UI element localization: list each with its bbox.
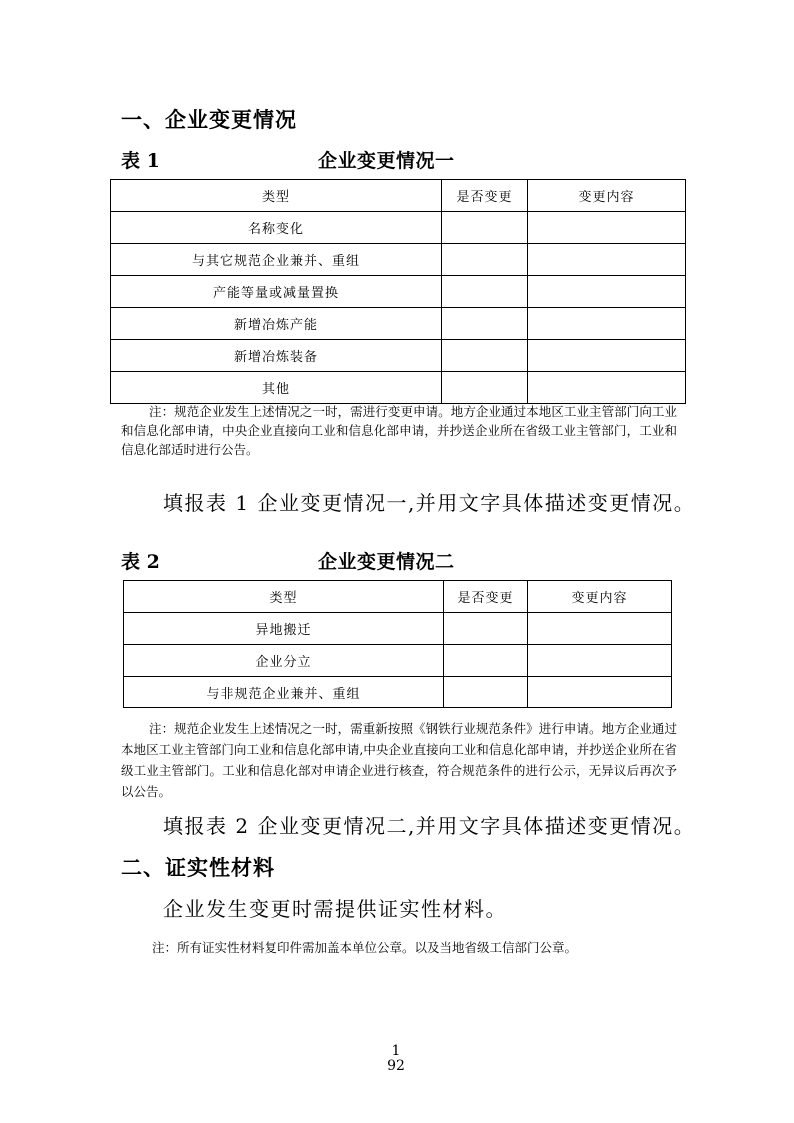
table1-note: 注：规范企业发生上述情况之一时，需进行变更申请。地方企业通过本地区工业主管部门向工业和信息化部申请，中央企业直接向工业和信息化部申请，并抄送企业所在省级工业主管部门，工业和信息化部适时进行公告。 <box>121 404 677 457</box>
table-row <box>111 276 686 308</box>
table1 <box>110 179 686 404</box>
table-row <box>111 372 686 404</box>
table1-row-content-cell[interactable] <box>528 372 686 404</box>
table2-row-content-cell[interactable] <box>528 645 672 677</box>
table2-header-content: 变更内容 <box>528 581 672 613</box>
table1-row-changed-cell[interactable] <box>442 212 528 244</box>
table2-row-changed-cell[interactable] <box>444 645 528 677</box>
table2-row-content-cell[interactable] <box>528 677 672 708</box>
table1-header-row <box>111 180 686 212</box>
page-number-line1: 1 <box>391 1043 401 1059</box>
table2-note: 注：规范企业发生上述情况之一时，需重新按照《钢铁行业规范条件》进行申请。地方企业通过本地区工业主管部门向工业和信息化部申请,中央企业直接向工业和信息化部申请，并抄送企业所在省级工业主管部门。工业和信息化部对申请企业进行核查，符合规范条件的进行公示，无异议后再次予以公告。 <box>121 721 677 799</box>
table-row <box>124 613 672 645</box>
table2-row-changed-cell[interactable] <box>444 677 528 708</box>
table2-row-type: 异地搬迁 <box>124 613 444 645</box>
section2-body: 企业发生变更时需提供证实性材料。 <box>163 897 507 921</box>
table2 <box>123 580 672 708</box>
table1-row-type: 新增冶炼产能 <box>111 308 442 340</box>
table2-header-type: 类型 <box>124 581 444 613</box>
table2-header-changed: 是否变更 <box>444 581 528 613</box>
table2-row-content-cell[interactable] <box>528 613 672 645</box>
table1-row-type: 其他 <box>111 372 442 404</box>
table-row <box>111 308 686 340</box>
page-number <box>366 1044 426 1074</box>
table1-row-type: 产能等量或减量置换 <box>111 276 442 308</box>
table1-row-content-cell[interactable] <box>528 244 686 276</box>
table2-instruction: 填报表 2 企业变更情况二,并用文字具体描述变更情况。 <box>163 814 696 838</box>
table2-row-type: 与非规范企业兼并、重组 <box>124 677 444 708</box>
table2-row-type: 企业分立 <box>124 645 444 677</box>
table-row <box>111 212 686 244</box>
table-row <box>124 677 672 708</box>
section2-note: 注：所有证实性材料复印件需加盖本单位公章。以及当地省级工信部门公章。 <box>152 940 578 955</box>
table1-row-changed-cell[interactable] <box>442 340 528 372</box>
table1-title: 企业变更情况一 <box>318 150 455 172</box>
table-row <box>111 244 686 276</box>
table1-header-content: 变更内容 <box>528 180 686 212</box>
table1-header-type: 类型 <box>111 180 442 212</box>
table1-row-type: 名称变化 <box>111 212 442 244</box>
table1-instruction: 填报表 1 企业变更情况一,并用文字具体描述变更情况。 <box>163 491 696 515</box>
table1-row-content-cell[interactable] <box>528 212 686 244</box>
table1-row-content-cell[interactable] <box>528 340 686 372</box>
section2-heading: 二、证实性材料 <box>121 855 275 880</box>
table1-row-changed-cell[interactable] <box>442 244 528 276</box>
table1-row-type: 新增冶炼装备 <box>111 340 442 372</box>
page-number-line2: 92 <box>387 1058 405 1074</box>
table1-row-changed-cell[interactable] <box>442 276 528 308</box>
table1-row-content-cell[interactable] <box>528 276 686 308</box>
table2-row-changed-cell[interactable] <box>444 613 528 645</box>
table2-header-row <box>124 581 672 613</box>
table1-row-changed-cell[interactable] <box>442 372 528 404</box>
table-row <box>111 340 686 372</box>
table1-row-type: 与其它规范企业兼并、重组 <box>111 244 442 276</box>
table1-row-changed-cell[interactable] <box>442 308 528 340</box>
table1-header-changed: 是否变更 <box>442 180 528 212</box>
table2-label: 表 2 <box>121 551 160 573</box>
table2-title: 企业变更情况二 <box>318 551 455 573</box>
table1-row-content-cell[interactable] <box>528 308 686 340</box>
table1-label: 表 1 <box>121 150 160 172</box>
section1-heading: 一、企业变更情况 <box>121 107 297 132</box>
table-row <box>124 645 672 677</box>
